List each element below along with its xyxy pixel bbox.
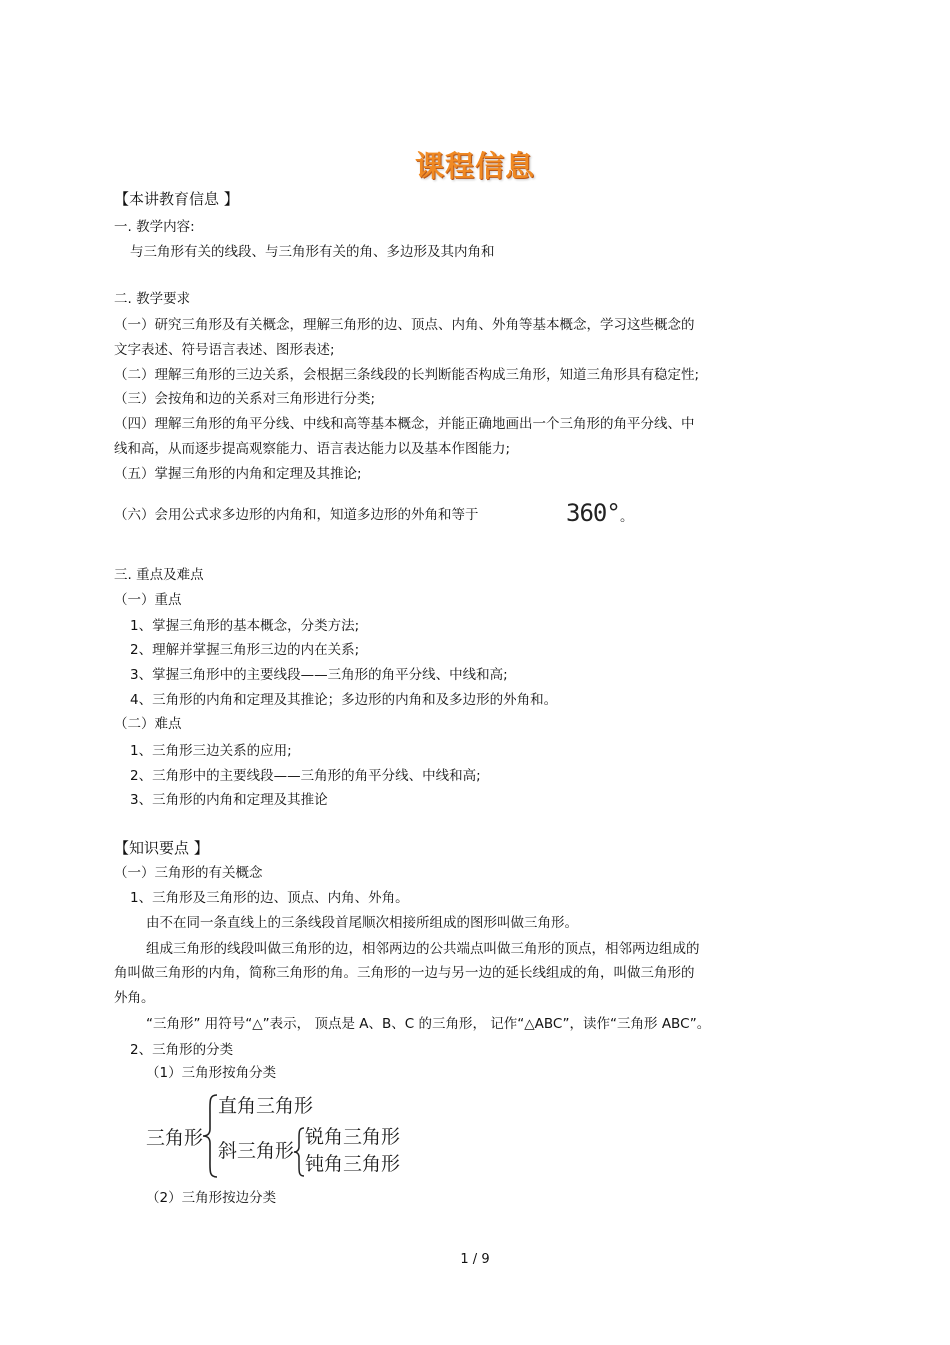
s1-body: 与三角形有关的线段、与三角形有关的角、多边形及其内角和 [130,244,495,260]
diagram-obtuse-triangle: 钝角三角形 [305,1153,401,1175]
key-point-1: 1、掌握三角形的基本概念，分类方法; [130,618,360,634]
knowledge-heading: 【知识要点 】 [114,839,209,857]
s2-line-6: 线和高，从而逐步提高观察能力、语言表达能力以及基本作图能力; [114,441,511,457]
s2-line-4: （三）会按角和边的关系对三角形进行分类; [114,391,376,407]
key-point-3: 3、掌握三角形中的主要线段——三角形的角平分线、中线和高; [130,667,508,683]
page-title: 课程信息 [414,149,535,183]
s2-line-1: （一）研究三角形及有关概念，理解三角形的边、顶点、内角、外角等基本概念，学习这些概念的 [114,317,695,333]
sub-brace-icon [292,1126,306,1178]
knowledge-sub-1: （一）三角形的有关概念 [114,865,263,881]
knowledge-p3-line-3: 外角。 [114,990,155,1006]
knowledge-p5: 2、三角形的分类 [130,1042,234,1058]
difficulty-3: 3、三角形的内角和定理及其推论 [130,792,328,808]
knowledge-p4: “三角形” 用符号“△”表示， 顶点是 A、B、C 的三角形， 记作“△ABC”，读作“三角形 ABC”。 [146,1016,711,1032]
knowledge-p2: 由不在同一条直线上的三条线段首尾顺次相接所组成的图形叫做三角形。 [146,915,578,931]
classify-by-angle-heading: （1）三角形按角分类 [146,1065,277,1081]
diagram-root-label: 三角形 [146,1127,204,1149]
info-heading: 【本讲教育信息 】 [114,190,239,208]
left-brace-icon [200,1093,220,1179]
diagram-oblique-triangle: 斜三角形 [218,1140,295,1162]
difficulties-heading: （二）难点 [114,716,182,732]
diagram-acute-triangle: 锐角三角形 [305,1126,401,1148]
knowledge-p1: 1、三角形及三角形的边、顶点、内角、外角。 [130,890,409,906]
s2-heading: 二. 教学要求 [114,291,191,307]
s3-heading: 三. 重点及难点 [114,567,204,583]
s2-line-8: （六）会用公式求多边形的内角和，知道多边形的外角和等于 [114,507,479,523]
key-points-heading: （一）重点 [114,592,182,608]
difficulty-1: 1、三角形三边关系的应用; [130,743,292,759]
s2-line-5: （四）理解三角形的角平分线、中线和高等基本概念，并能正确地画出一个三角形的角平分线、中 [114,416,695,432]
knowledge-p3-line-2: 角叫做三角形的内角，简称三角形的角。三角形的一边与另一边的延长线组成的角，叫做三角形的 [114,965,695,981]
s1-heading: 一. 教学内容: [114,219,195,235]
knowledge-p3-line-1: 组成三角形的线段叫做三角形的边，相邻两边的公共端点叫做三角形的顶点，相邻两边组成的 [146,941,700,957]
difficulty-2: 2、三角形中的主要线段——三角形的角平分线、中线和高; [130,768,481,784]
key-point-2: 2、理解并掌握三角形三边的内在关系; [130,642,360,658]
page-number: 1 / 9 [460,1252,490,1267]
key-point-4: 4、三角形的内角和定理及其推论；多边形的内角和及多边形的外角和。 [130,692,558,708]
diagram-right-triangle: 直角三角形 [218,1095,314,1117]
s2-line-3: （二）理解三角形的三边关系，会根据三条线段的长判断能否构成三角形，知道三角形具有稳定性; [114,367,700,383]
degree-value: 360° [566,499,620,527]
degree-period: 。 [620,509,634,525]
classify-by-side-heading: （2）三角形按边分类 [146,1190,277,1206]
s2-line-7: （五）掌握三角形的内角和定理及其推论; [114,466,362,482]
s2-line-2: 文字表述、符号语言表述、图形表述; [114,342,335,358]
